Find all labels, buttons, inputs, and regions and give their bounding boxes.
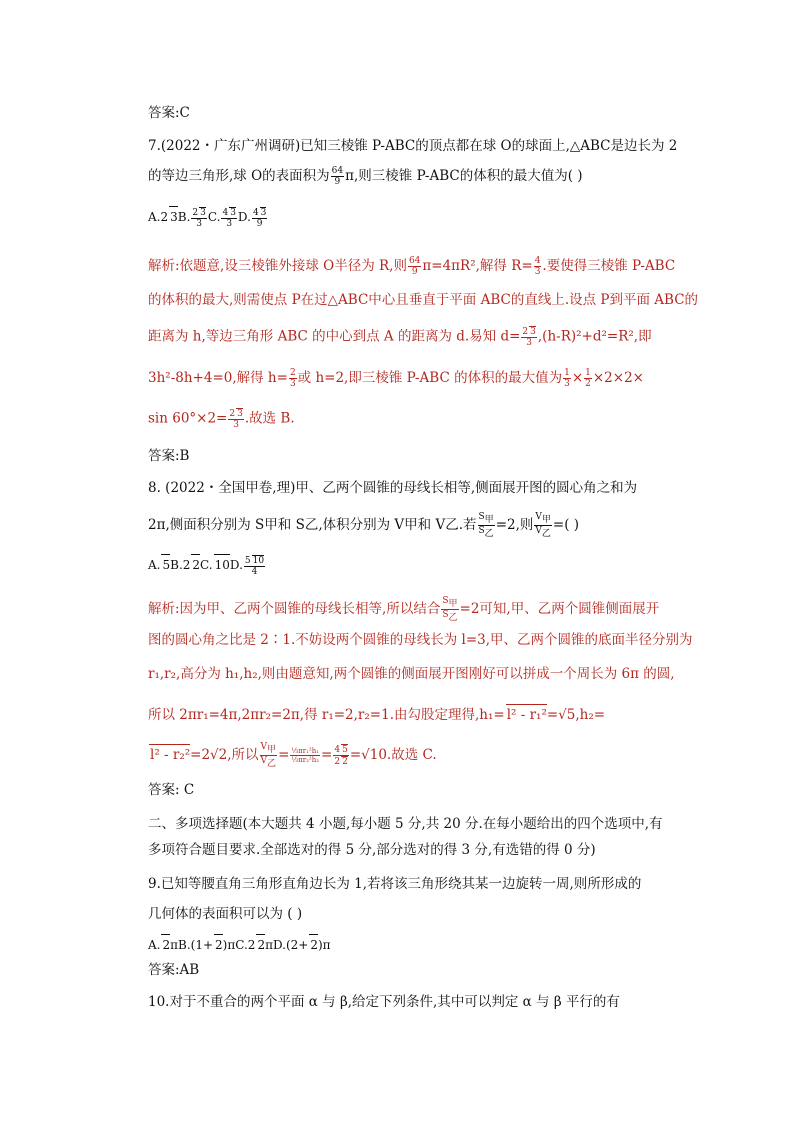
answer-label: 答案: C xyxy=(148,782,195,798)
question-7-line1: 7.(2022・广东广州调研)已知三棱锥 P-ABC的顶点都在球 O的球面上,△ABC是边长为 2 xyxy=(148,138,678,154)
question-10-line1: 10.对于不重合的两个平面 α 与 β,给定下列条件,其中可以判定 α 与 β 平行的有 xyxy=(148,994,620,1010)
section-2-line2: 多项符合题目要求.全部选对的得 5 分,部分选对的得 3 分,有选错的得 0 分) xyxy=(148,842,596,858)
solution-7-line4: 3h²-8h+4=0,解得 h= $\frac{2}{3}$ 或 h=2,即三棱锥 P-ABC 的体积的最大值为 $\frac{1}{3}$ × $\frac{1}{2}$ ×2×2× xyxy=(148,368,644,389)
solution-7-line2: 的体积的最大,则需使点 P在过△ABC中心且垂直于平面 ABC的直线上.设点 P到平面 ABC的 xyxy=(148,292,699,308)
solution-7-line3: 距离为 h,等边三角形 ABC 的中心到点 A 的距离为 d.易知 d= $\frac{2 3}{3}$ ,(h-R)²+d²=R²,即 xyxy=(148,327,652,348)
answer-label: 答案:C xyxy=(148,105,190,121)
question-8-line2: 2π,侧面积分别为 S甲和 S乙,体积分别为 V甲和 V乙.若 $\frac{S_甲}{S_乙}$ =2,则 $\frac{V_甲}{V_乙}$ =( ) xyxy=(148,512,580,539)
solution-8-line2: 图的圆心角之比是 2∶1.不妨设两个圆锥的母线长为 l=3,甲、乙两个圆锥的底面半径分别为 xyxy=(148,632,693,648)
answer-label: 答案:AB xyxy=(148,962,200,978)
solution-7-line5: sin 60°×2= $\frac{2 3}{3}$ .故选 B. xyxy=(148,409,295,430)
solution-8-line4: 所以 2πr₁=4π,2πr₂=2π,得 r₁=2,r₂=1.由勾股定理得,h₁= l² - r₁²=√5,h₂= xyxy=(148,704,605,725)
section-2-line1: 二、多项选择题(本大题共 4 小题,每小题 5 分,共 20 分.在每小题给出的四个选项中,有 xyxy=(148,816,663,832)
solution-8-line1: 解析:因为甲、乙两个圆锥的母线长相等,所以结合 $\frac{S_甲}{S_乙}$ =2可知,甲、乙两个圆锥侧面展开 xyxy=(148,596,660,623)
question-7-options: A.2 3B. $\frac{2 3}{3}$ C. $\frac{4 3}{3}$ D. $\frac{4 3}{9}$ xyxy=(148,207,267,229)
question-7-line2: 的等边三角形,球 O的表面积为 $\frac{64}{9}$ π,则三棱锥 P-ABC的体积的最大值为( ) xyxy=(148,166,583,187)
question-8-options: A. 5B.2 2C. 10D. $\frac{5 10}{4}$ xyxy=(148,555,265,577)
solution-8-line5: l² - r₂²=2√2,所以 $\frac{V_甲}{V_乙}$ = $\frac{\text{⅓πr₁²h₁}}{\text{⅓πr₂²h₂}}$ = $\frac{4 5}{2 2}$ =√10.故选 C. xyxy=(150,742,437,769)
question-8-line1: 8. (2022・全国甲卷,理)甲、乙两个圆锥的母线长相等,侧面展开图的圆心角之和为 xyxy=(148,480,638,496)
solution-7-line1: 解析:依题意,设三棱锥外接球 O半径为 R,则 $\frac{64}{9}$ π=4πR²,解得 R= $\frac{4}{3}$ .要使得三棱锥 P-ABC xyxy=(148,256,676,277)
answer-label: 答案:B xyxy=(148,448,190,464)
question-9-options: A. 2πB.(1+ 2)πC.2 2πD.(2+ 2)π xyxy=(148,934,331,955)
question-9-line2: 几何体的表面积可以为 ( ) xyxy=(148,906,303,922)
solution-8-line3: r₁,r₂,高分为 h₁,h₂,则由题意知,两个圆锥的侧面展开图刚好可以拼成一个周长为 6π 的圆, xyxy=(148,666,675,682)
question-9-line1: 9.已知等腰直角三角形直角边长为 1,若将该三角形绕其某一边旋转一周,则所形成的 xyxy=(148,876,642,892)
